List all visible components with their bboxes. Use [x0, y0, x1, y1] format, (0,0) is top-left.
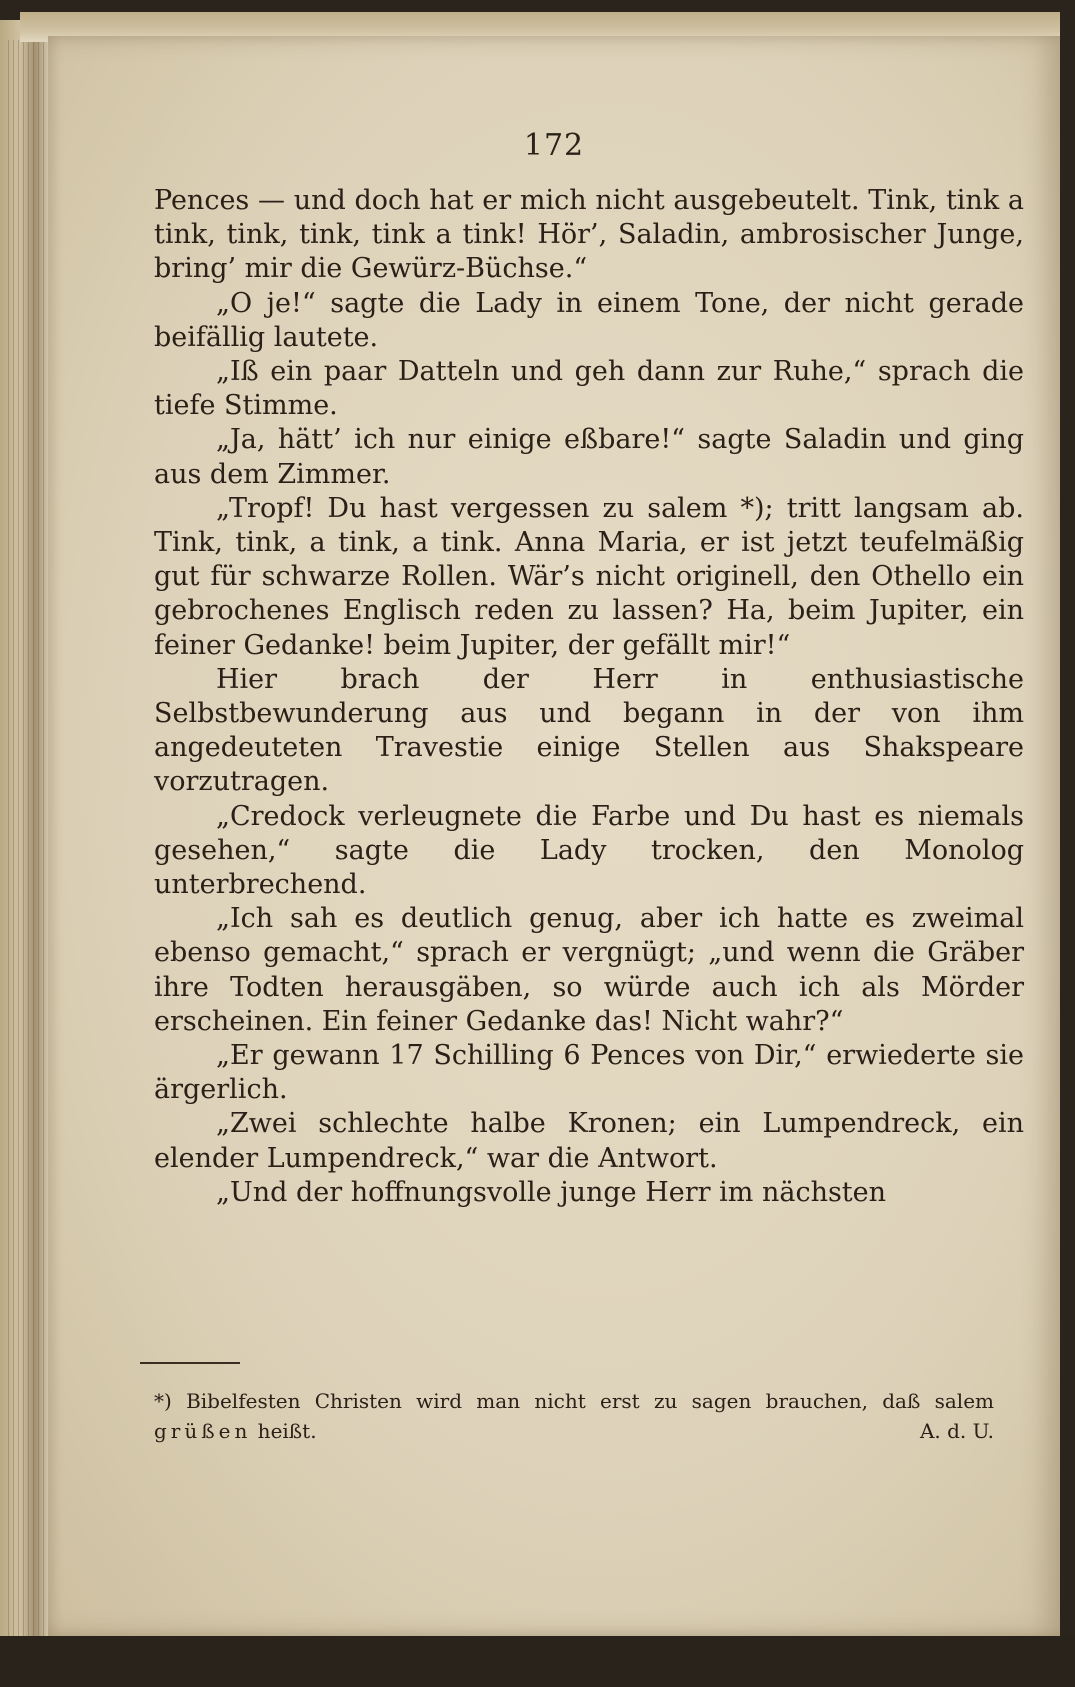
book-page: [48, 36, 1060, 1636]
page-number: 172: [523, 128, 585, 163]
paragraph: Pences — und doch hat er mich nicht ausgebeutelt. Tink, tink a tink, tink, tink, tink a tink! Hör’, Saladin, ambrosischer Junge, bring’ mir die Gewürz-Büchse.“: [154, 185, 1024, 285]
scan-background: [0, 1636, 1075, 1687]
footnote-signature: A. d. U.: [919, 1419, 994, 1443]
page-stack-lines: [8, 40, 46, 1640]
paragraph: „O je!“ sagte die Lady in einem Tone, der nicht gerade beifällig lautete.: [154, 287, 1024, 353]
footnote-salem: salem: [934, 1389, 994, 1413]
footnote-text-start: *) Bibelfesten Christen wird man nicht erst zu sagen brauchen, daß: [154, 1389, 935, 1413]
footnote-gruessen: grüßen: [154, 1419, 252, 1443]
paragraph: „Credock verleugnete die Farbe und Du hast es niemals gesehen,“ sagte die Lady trocken, den Monolog unterbrechend.: [154, 800, 1024, 901]
paragraph: „Tropf! Du hast vergessen zu salem *); tritt langsam ab. Tink, tink, a tink, a tink. Anna Maria, er ist jetzt teufelmäßig gut für schwarze Rollen. Wär’s nicht originell, den Othello ein gebrochenes Englisch reden zu lassen? Ha, beim Jupiter, ein feiner Gedanke! beim Jupiter, der gefällt mir!“: [154, 492, 1024, 661]
paragraph: „Er gewann 17 Schilling 6 Pences von Dir,“ erwiederte sie ärgerlich.: [154, 1040, 1024, 1106]
paragraph: „Ja, hätt’ ich nur einige eßbare!“ sagte Saladin und ging aus dem Zimmer.: [154, 424, 1024, 490]
paragraph: Hier brach der Herr in enthusiastische Selbstbewunderung aus und begann in der von ihm angedeuteten Travestie einige Stellen aus Shakspeare vorzutragen.: [154, 663, 1024, 798]
footnote-rule: [140, 1362, 240, 1364]
paragraph: „Iß ein paar Datteln und geh dann zur Ruhe,“ sprach die tiefe Stimme.: [154, 356, 1024, 422]
footnote-text-end: heißt.: [251, 1419, 317, 1443]
body-text: [154, 184, 1024, 1210]
paragraph: „Zwei schlechte halbe Kronen; ein Lumpendreck, ein elender Lumpendreck,“ war die Antwort.: [154, 1108, 1024, 1174]
footnote: [154, 1386, 994, 1446]
paragraph: „Ich sah es deutlich genug, aber ich hatte es zweimal ebenso gemacht,“ sprach er vergnügt; „und wenn die Gräber ihre Todten herausgäben, so würde auch ich als Mörder erscheinen. Ein feiner Gedanke das! Nicht wahr?“: [154, 903, 1024, 1037]
paragraph: „Und der hoffnungsvolle junge Herr im nächsten: [216, 1176, 887, 1208]
